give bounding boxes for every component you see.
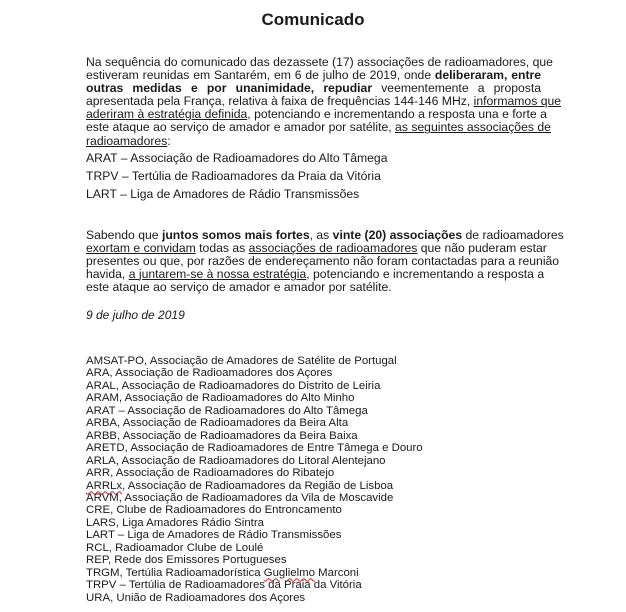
signatory-name: Associação de Radioamadores da Beira Alta [122,417,349,430]
signatory-abbreviation: TRPV [86,579,117,592]
text-run: ao [153,120,167,135]
signatory-abbreviation: URA [86,591,111,604]
underline-text-run: estratégia [147,107,202,122]
text-run: incrementando [334,107,415,122]
text-run: do [163,55,178,69]
underline-text-run: definida [204,107,248,122]
signatory-abbreviation: RCL [86,541,109,554]
text-run: Sabendo [86,228,135,242]
underline-text-run: à [206,267,214,282]
bold-text-run: deliberaram, [434,68,508,83]
bold-text-run: fortes [275,228,310,242]
underline-text-run: à [137,107,145,122]
text-run: faixa [281,94,307,109]
signatory-item [86,430,423,442]
text-run: endereçamento [264,254,350,269]
signatory-separator: , [108,541,116,554]
text-run: França, [183,94,225,109]
text-run: , [247,107,251,122]
text-run: razões [208,254,245,269]
signatory-name: Associação de Radioamadores do Litoral Alentejano [121,454,386,467]
text-run: una [478,107,499,122]
signatory-item [86,380,423,392]
signatory-abbreviation: ARVM [86,491,119,504]
text-run: veementemente [381,81,469,96]
signatory-abbreviation: ARR [86,467,111,480]
bold-text-run: associações [389,228,463,242]
text-run: apresentada [86,94,154,109]
bold-text-run: entre [511,68,542,83]
signatory-abbreviation: ARLA [86,454,116,467]
text-run: , [309,228,314,242]
signatory-item [86,355,423,367]
text-run: pela [157,94,181,109]
text-run: associações [357,55,425,69]
text-run: comunicado [180,55,247,69]
signatory-abbreviation: ARAM [86,392,119,405]
signatory-separator: , [107,554,115,567]
text-run: que, [159,254,184,269]
text-run: a [540,107,547,122]
text-run: de [305,68,319,83]
text-run: de [248,254,262,269]
underline-text-run: nossa [216,267,250,282]
text-run: que [138,228,159,242]
signatory-name: Associação de Radioamadores da Vila de Moscavide [124,491,394,504]
underline-text-run: as [395,120,408,135]
text-run: 144-146 [393,94,439,109]
signatory-abbreviation: ARRLx [86,479,123,492]
signatory-name: Associação de Radioamadores dos Açores [115,367,333,380]
text-run: estar [519,241,547,256]
signatory-name: Associação de Radioamadores da Região de Lisboa [127,479,394,492]
signatory-item [86,405,423,417]
text-run: todas [199,241,229,256]
text-run: a [418,107,425,122]
document-title: Comunicado [261,10,365,29]
text-run: satélite, [349,120,392,135]
text-run: de [427,55,442,69]
paragraph-line [86,281,541,294]
text-run: a [537,267,545,282]
signatory-item [86,592,423,604]
text-run: e [323,107,331,122]
underline-text-run: de [537,120,551,135]
bold-text-run: vinte [332,228,362,242]
spellcheck-flagged-word: Guglielmo [263,566,315,579]
underline-text-run: associações [248,241,316,256]
bold-text-run: medidas [132,81,182,96]
text-run: incrementando [393,267,474,282]
text-run: presentes [86,254,140,269]
signatory-separator: , [119,566,126,579]
signatory-name: Tertúlia de Radioamadores da Praia da Vitória [128,579,362,592]
signatories-list [86,355,423,604]
signatory-name: União de Radioamadores dos Açores [116,591,306,604]
signatory-item [86,579,423,591]
text-run: satélite. [349,280,392,295]
signatory-name: Associação de Radioamadores do Distrito de Leiria [121,379,381,392]
text-run: as [232,241,246,256]
text-run: estiveram [86,68,139,83]
signatory-abbreviation: ARETD [86,442,125,455]
text-run: onde [403,68,432,83]
signatory-item [86,392,423,404]
signatory-abbreviation: CRE [86,504,111,517]
signatory-item [86,492,423,504]
text-run: forte [512,107,537,122]
signatory-abbreviation: LART [86,529,115,542]
text-run: a [477,267,484,282]
signatory-abbreviation: LARS [86,516,116,529]
underline-text-run: exortam [86,241,131,256]
signatory-item [86,517,423,529]
text-run: para [480,254,505,269]
text-run: radioamadores [482,228,564,242]
bold-text-run: unanimidade, [235,81,315,96]
signatory-separator: , [110,467,116,480]
underline-text-run: convidam [143,241,196,256]
bold-text-run: juntos [161,228,199,242]
text-run: em [193,68,211,83]
signatory-abbreviation: REP [86,554,108,567]
text-run: ou [142,254,157,269]
signatory-name: Clube de Radioamadores do Entroncamento [116,504,342,517]
signatory-abbreviation: TRGM [86,566,120,579]
signatory-item [86,504,423,516]
adhering-association-item: ARAT – Associação de Radioamadores do Alto Tâmega [86,151,388,165]
text-run: que [420,241,442,256]
text-run: as [316,228,330,242]
text-run: à [271,94,278,109]
text-run: sequência [104,55,161,69]
signatory-separator: , [118,392,125,405]
signatory-separator: , [118,491,125,504]
invitation-paragraph [86,228,564,295]
signatory-separator: – [115,404,128,417]
text-run: 2019, [369,68,401,83]
text-run: amador [229,120,271,135]
signatory-item [86,567,423,579]
signatory-separator: , [115,516,123,529]
signatory-name: Associação de Radioamadores do Ribatejo [115,467,335,480]
text-run: foram [376,254,408,269]
signatory-name: Rede dos Emissores Portugueses [114,554,287,567]
signatory-name: Liga Amadores Rádio Sintra [122,516,264,529]
text-run: ao [153,280,167,295]
signatory-separator: , [124,442,131,455]
signatory-abbreviation: AMSAT-PO [86,355,145,367]
bold-text-run: e [190,81,198,96]
signatory-abbreviation: ARBB [86,429,118,442]
paragraph-line [86,135,541,148]
bold-text-run: mais [244,228,273,242]
text-run: amador [229,280,271,295]
document-date: 9 de julho de 2019 [86,308,185,322]
signatory-name: Associação de Radioamadores do Alto Tâmega [127,404,368,417]
signatory-name: Associação de Amadores de Satélite de Portugal [149,355,397,367]
text-run: , [306,267,310,282]
text-run: potenciando [313,267,380,282]
text-run: em [274,68,291,83]
text-run: contactadas [411,254,478,269]
text-run: de [310,94,324,109]
signatory-abbreviation: ARAT [86,404,116,417]
bold-text-run: por [206,81,227,96]
text-run: resposta [487,267,534,282]
text-run: havida, [86,267,126,282]
adhering-association-item: TRPV – Tertúlia de Radioamadores da Praia da Vitória [86,169,381,183]
text-run: radioamadores, [444,55,530,69]
signatory-item [86,480,423,492]
text-run: potenciando [254,107,321,122]
adhering-association-item: LART – Liga de Amadores de Rádio Transmissões [86,187,360,201]
text-run: puderam [468,241,517,256]
signatory-item [86,442,423,454]
underline-text-run: associações [466,120,534,135]
signatory-name: Associação de Radioamadores do Alto Minho [124,392,355,405]
adhering-associations-list [86,149,387,203]
text-run: reunião [518,254,560,269]
signatory-name: Associação de Radioamadores da Beira Baixa [122,429,358,442]
signatory-abbreviation: ARBA [86,417,118,430]
text-run: e [273,120,281,135]
intro-paragraph [86,55,562,148]
text-run: julho [322,68,349,83]
text-run: este [86,120,110,135]
text-run: e [502,107,509,122]
signatory-item [86,367,423,379]
text-run: e [273,280,281,295]
signatory-separator: – [116,579,129,592]
underline-text-run: seguintes [411,120,464,135]
underline-text-run: que [540,94,562,109]
text-run: este [86,280,110,295]
text-run: e [382,267,390,282]
underline-text-run: a [128,267,136,282]
signatory-separator: , [117,417,123,430]
text-run: amador [283,120,326,135]
text-run: proposta [493,81,542,96]
signatory-item [86,455,423,467]
text-run: não [353,254,374,269]
underline-text-run: de [319,241,333,256]
signatory-separator: , [122,479,128,492]
signatory-item [86,542,423,554]
text-run: das [250,55,270,69]
text-run: de [465,228,480,242]
text-run: 6 [294,68,302,83]
underline-text-run: juntarem-se [138,267,204,282]
text-run: serviço [170,280,209,295]
text-run: serviço [170,120,209,135]
signatory-name: Associação de Radioamadores de Entre Tâmega e Douro [130,442,423,455]
text-run: relativa [228,94,268,109]
text-run: ataque [112,120,150,135]
bold-text-run: (20) [364,228,387,242]
text-run: MHz, [441,94,471,109]
text-run: a [477,81,485,96]
signatory-abbreviation: ARA [86,367,110,380]
text-run: Na [86,55,102,69]
text-run: que [532,55,553,69]
text-run: reunidas [142,68,190,83]
text-run: por [328,280,347,295]
text-run: frequências [327,94,391,109]
text-run: por [187,254,205,269]
text-run: por [328,120,347,135]
underline-text-run: radioamadores [86,133,168,148]
signatory-separator: , [115,454,122,467]
signatory-name: Tertúlia Radioamadorística Guglielmo Marconi [125,566,359,579]
text-run: resposta [428,107,475,122]
signatory-separator: , [144,355,150,367]
text-run: de [212,280,226,295]
signatory-separator: , [110,504,117,517]
text-run: de [352,68,366,83]
text-run: a [508,254,516,269]
signatory-item [86,467,423,479]
signatory-separator: , [117,429,123,442]
signatory-separator: , [110,591,117,604]
signatory-separator: , [115,379,122,392]
signatory-item [86,554,423,566]
underline-text-run: informamos [473,94,538,109]
signatory-separator: , [109,367,116,380]
underline-text-run: aderiram [86,107,135,122]
signatory-item [86,417,423,429]
text-run: Santarém, [213,68,271,83]
bold-text-run: repudiar [323,81,373,96]
text-run: (17) [332,55,354,69]
underline-text-run: radioamadores [336,241,418,256]
bold-text-run: somos [201,228,242,242]
signatory-separator: – [114,529,128,542]
text-run: de [212,120,226,135]
bold-text-run: outras [86,81,124,96]
text-run: dezassete [273,55,329,69]
underline-text-run: estratégia [252,267,307,282]
text-run: não [444,241,465,256]
signatory-name: Liga de Amadores de Rádio Transmissões [127,529,342,542]
text-run: : [167,133,171,148]
underline-text-run: e [133,241,141,256]
signatory-name: Radioamador Clube de Loulé [115,541,264,554]
text-run: amador [283,280,326,295]
signatory-abbreviation: ARAL [86,379,116,392]
signatory-item [86,529,423,541]
text-run: ataque [112,280,150,295]
